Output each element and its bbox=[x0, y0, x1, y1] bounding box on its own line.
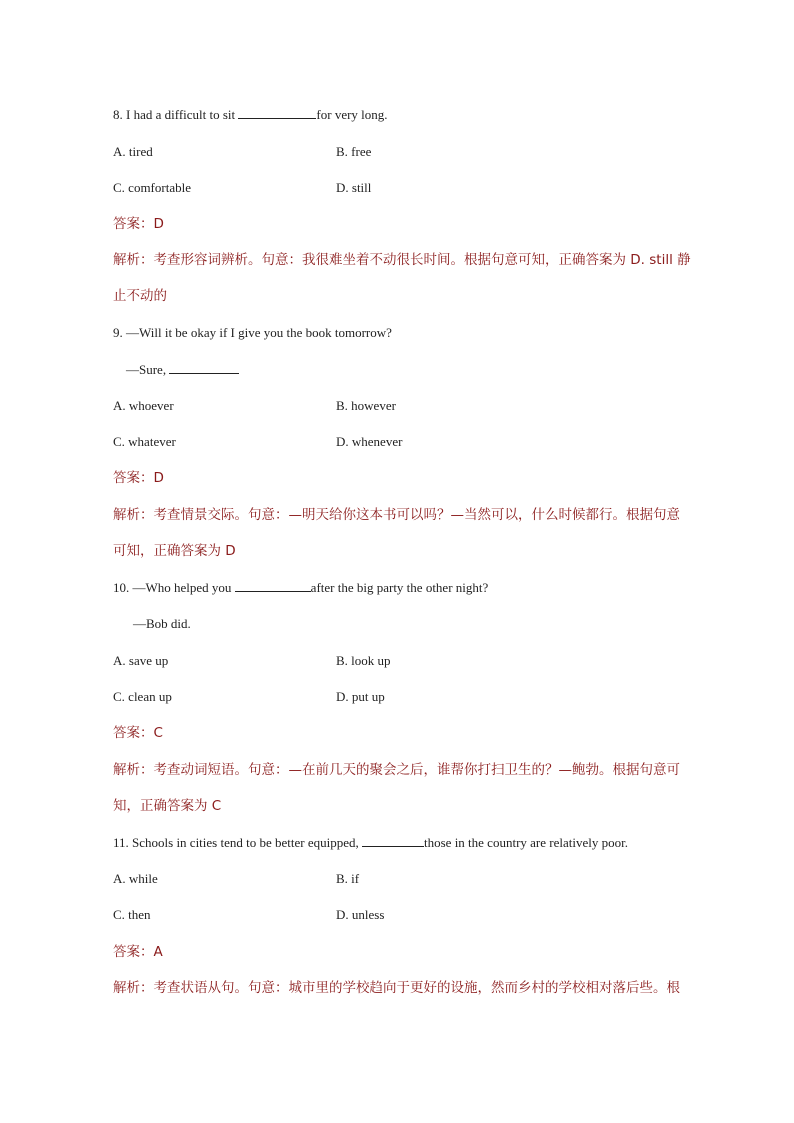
answer-blank bbox=[362, 834, 424, 847]
option-d: D. whenever bbox=[336, 434, 403, 449]
explanation-text: 可知，正确答案为 D bbox=[113, 543, 236, 559]
question-stem-text: 8. I had a difficult to sit bbox=[113, 107, 239, 122]
option-c: C. comfortable bbox=[113, 180, 191, 195]
question-9-stem: 9. —Will it be okay if I give you the book tomorrow? bbox=[113, 325, 392, 340]
option-a: A. tired bbox=[113, 144, 153, 159]
explanation-text: 解析：考查情景交际。句意：—明天给你这本书可以吗？—当然可以，什么时候都行。根据句意 bbox=[113, 507, 680, 523]
question-10-stem bbox=[113, 579, 488, 597]
option-d: D. put up bbox=[336, 689, 385, 704]
option-c: C. clean up bbox=[113, 689, 172, 704]
answer-label: 答案：C bbox=[113, 725, 163, 741]
answer-label: 答案：D bbox=[113, 216, 164, 232]
answer-blank bbox=[235, 579, 311, 592]
explanation-text: 知，正确答案为 C bbox=[113, 798, 222, 814]
answer-blank bbox=[169, 361, 239, 374]
option-c: C. whatever bbox=[113, 434, 176, 449]
answer-label: 答案：D bbox=[113, 470, 164, 486]
question-stem-text: for very long. bbox=[316, 107, 388, 122]
question-9-reply bbox=[126, 361, 239, 379]
question-10-reply: —Bob did. bbox=[133, 616, 191, 631]
option-d: D. still bbox=[336, 180, 372, 195]
question-stem-text: those in the country are relatively poor. bbox=[424, 835, 628, 850]
option-a: A. whoever bbox=[113, 398, 174, 413]
question-stem-text: —Sure, bbox=[126, 362, 170, 377]
explanation-text: 解析：考查形容词辨析。句意：我很难坐着不动很长时间。根据句意可知，正确答案为 D. still 静 bbox=[113, 252, 691, 268]
question-stem-text: 10. —Who helped you bbox=[113, 580, 235, 595]
question-11-stem bbox=[113, 834, 628, 852]
option-a: A. while bbox=[113, 871, 158, 886]
question-stem-text: 11. Schools in cities tend to be better equipped, bbox=[113, 835, 362, 850]
option-b: B. look up bbox=[336, 653, 391, 668]
answer-blank bbox=[238, 106, 316, 119]
option-b: B. if bbox=[336, 871, 360, 886]
explanation-text: 解析：考查动词短语。句意：—在前几天的聚会之后，谁帮你打扫卫生的？—鲍勃。根据句意可 bbox=[113, 762, 680, 778]
option-c: C. then bbox=[113, 907, 151, 922]
option-b: B. free bbox=[336, 144, 372, 159]
answer-label: 答案：A bbox=[113, 944, 163, 960]
question-8-stem bbox=[113, 106, 388, 124]
option-b: B. however bbox=[336, 398, 396, 413]
question-stem-text: after the big party the other night? bbox=[310, 580, 489, 595]
option-a: A. save up bbox=[113, 653, 169, 668]
explanation-text: 止不动的 bbox=[113, 288, 167, 304]
option-d: D. unless bbox=[336, 907, 385, 922]
explanation-text: 解析：考查状语从句。句意：城市里的学校趋向于更好的设施，然而乡村的学校相对落后些。根 bbox=[113, 980, 680, 996]
